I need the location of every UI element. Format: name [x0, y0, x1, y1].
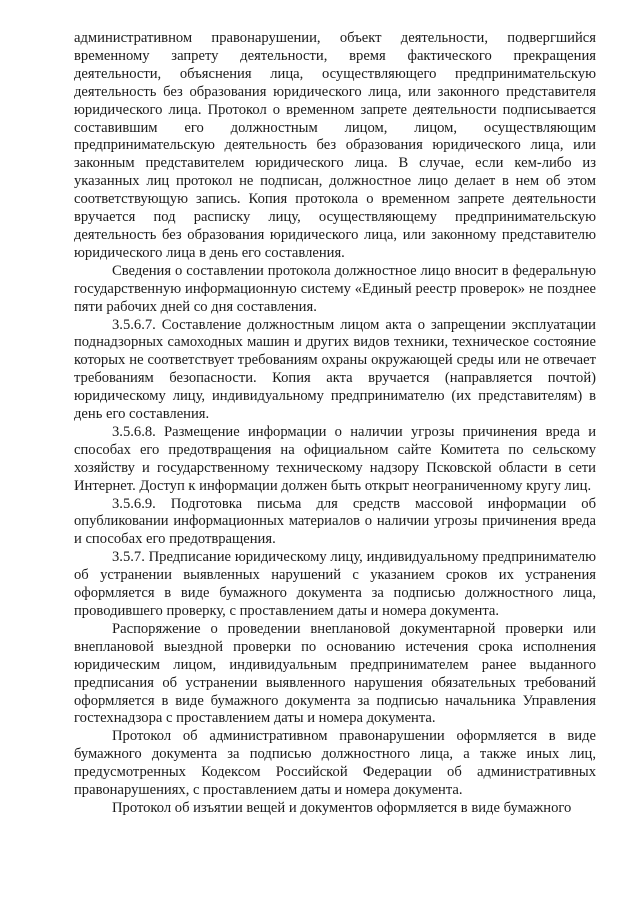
paragraph-3-5-6-7: 3.5.6.7. Составление должностным лицом акта о запрещении эксплуатации поднадзорных самоходных машин и других видов техники, техническое состояние которых не соответствует требованиям охраны окружающей среды или не отвечает требованиям безопасности. Копия акта вручается (направляется почтой) юридическому лицу, индивидуальному предпринимателю (их представителям) в день его составления. — [74, 316, 596, 423]
paragraph-continuation: административном правонарушении, объект деятельности, подвергшийся временному запрету деятельности, время фактического прекращения деятельности, объяснения лица, осуществляющего предпринимательскую деятельность без образования юридического лица, или законного представителя юридического лица. Протокол о временном запрете деятельности подписывается составившим его должностным лицом, лицом, осуществляющим предпринимательскую деятельность без образования юридического лица, или законным представителем юридического лица. В случае, если кем-либо из указанных лиц протокол не подписан, должностное лицо делает в нем об этом соответствующую запись. Копия протокола о временном запрете деятельности вручается под расписку лицу, осуществляющему предпринимательскую деятельность без образования юридического лица, или законному представителю юридического лица в день его составления. — [74, 30, 596, 261]
document-page — [74, 30, 596, 898]
paragraph-3-5-6-9: 3.5.6.9. Подготовка письма для средств массовой информации об опубликовании информационных материалов о наличии угрозы причинения вреда и способах его предотвращения. — [74, 495, 596, 548]
paragraph-protocol-seizure: Протокол об изъятии вещей и документов оформляется в виде бумажного — [112, 799, 572, 816]
paragraph-3-5-7: 3.5.7. Предписание юридическому лицу, индивидуальному предпринимателю об устранении выявленных нарушений с указанием сроков их устранения оформляется в виде бумажного документа за подписью должностного лица, проводившего проверку, с проставлением даты и номера документа. — [74, 549, 596, 619]
paragraph-order-inspection: Распоряжение о проведении внеплановой документарной проверки или внеплановой выездной проверки по основанию истечения срока исполнения юридическим лицом, индивидуальным предпринимателем ранее выданного предписания об устранении выявленного нарушения обязательных требований оформляется в виде бумажного документа за подписью начальника Управления гостехнадзора с проставлением даты и номера документа. — [74, 620, 596, 727]
paragraph-3-5-6-8: 3.5.6.8. Размещение информации о наличии угрозы причинения вреда и способах его предотвращения на официальном сайте Комитета по сельскому хозяйству и государственному техническому надзору Псковской области в сети Интернет. Доступ к информации должен быть открыт неограниченному кругу лиц. — [74, 423, 596, 494]
paragraph-registry-entry: Сведения о составлении протокола должностное лицо вносит в федеральную государственную информационную систему «Единый реестр проверок» не позднее пяти рабочих дней со дня составления. — [74, 262, 596, 315]
paragraph-protocol-offense: Протокол об административном правонарушении оформляется в виде бумажного документа за подписью должностного лица, а также иных лиц, предусмотренных Кодексом Российской Федерации об административных правонарушениях, с проставлением даты и номера документа. — [74, 728, 596, 799]
